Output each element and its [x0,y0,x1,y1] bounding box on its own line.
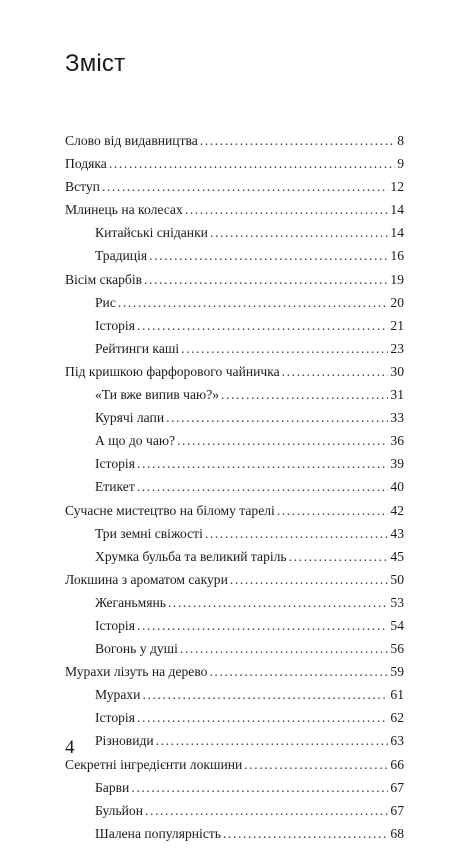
toc-entry-title: Бульйон [95,802,143,818]
toc-entry-title: Історія [95,710,135,726]
toc-entry-page: 50 [390,571,404,587]
toc-entry [65,757,404,780]
toc-subentry [65,687,404,710]
dot-leader [185,202,389,218]
toc-entry-page: 68 [390,825,404,841]
toc-entry-title: Рис [95,294,116,310]
dot-leader [223,826,388,842]
dot-leader [282,364,389,380]
dot-leader [230,572,389,588]
toc-entry-title: Три земні свіжості [95,525,203,541]
dot-leader [210,225,388,241]
dot-leader [137,618,388,634]
dot-leader [289,549,389,565]
toc-entry [65,156,404,179]
toc-subentry [65,803,404,826]
toc-subentry [65,641,404,664]
toc-entry-page: 42 [390,502,404,518]
toc-subentry [65,456,404,479]
toc-entry-title: Історія [95,617,135,633]
dot-leader [137,479,389,495]
dot-leader [144,272,388,288]
dot-leader [166,410,388,426]
toc-subentry [65,733,404,756]
toc-entry-page: 40 [390,479,404,495]
toc-subentry [65,710,404,733]
toc-subentry [65,318,404,341]
toc-entry-title: Історія [95,317,135,333]
toc-entry-title: Під кришкою фарфорового чайничка [65,363,280,379]
toc-entry-title: Слово від видавництва [65,133,198,148]
dot-leader [181,341,388,357]
page-title: Зміст [65,50,126,77]
toc-entry-page: 31 [390,387,404,403]
dot-leader [137,710,388,726]
toc-entry-page: 19 [390,271,404,287]
toc-entry-title: Подяка [65,156,107,172]
toc-entry-page: 23 [390,340,404,356]
dot-leader [102,179,388,195]
toc-entry-title: Сучасне мистецтво на білому тарелі [65,502,275,518]
dot-leader [142,687,388,703]
toc-subentry [65,433,404,456]
toc-entry-page: 12 [390,179,404,195]
toc-subentry [65,341,404,364]
toc-subentry [65,826,404,849]
dot-leader [277,503,389,519]
dot-leader [177,433,388,449]
toc-entry-page: 67 [390,802,404,818]
toc-subentry [65,295,404,318]
toc-entry-page: 21 [390,317,404,333]
toc-entry [65,272,404,295]
toc-entry [65,202,404,225]
toc-entry-title: Барви [95,779,130,795]
toc-entry-page: 53 [390,594,404,610]
toc-subentry [65,248,404,271]
toc-entry-page: 45 [390,548,404,564]
toc-subentry [65,225,404,248]
toc-entry [65,133,404,156]
toc-entry-title: Локшина з ароматом сакури [65,571,228,587]
toc-entry-page: 36 [390,433,404,449]
dot-leader [180,641,388,657]
toc-entry [65,664,404,687]
toc-entry-title: Етикет [95,479,135,495]
toc-entry-page: 54 [390,617,404,633]
dot-leader [221,387,388,403]
toc-entry-page: 66 [390,756,404,772]
toc-subentry [65,595,404,618]
toc-entry-title: Секретні інгредієнти локшини [65,756,243,772]
dot-leader [118,295,389,311]
dot-leader [137,318,388,334]
toc-entry-title: Рейтинги каші [95,340,180,356]
dot-leader [205,526,389,542]
toc-entry-page: 39 [390,456,404,472]
toc-entry-title: Мурахи лізуть на дерево [65,664,208,680]
toc-entry-title: Китайські сніданки [95,225,208,241]
toc-entry-title: Курячі лапи [95,410,165,426]
toc-entry-title: А що до чаю? [95,433,176,449]
toc-entry-title: «Ти вже випив чаю?» [95,387,220,403]
toc-entry-page: 59 [390,664,404,680]
toc-subentry [65,780,404,803]
toc-entry-title: Різновиди [95,733,154,749]
dot-leader [145,803,388,819]
dot-leader [200,133,395,149]
toc-entry-page: 63 [390,733,404,749]
toc-entry-page: 61 [390,687,404,703]
toc-entry-title: Шалена популярність [95,825,221,841]
toc-entry-title: Хрумка бульба та великий таріль [95,548,287,564]
dot-leader [149,248,388,264]
toc-subentry [65,387,404,410]
toc-entry [65,572,404,595]
toc-entry-page: 33 [390,410,404,426]
toc-entry-title: Жеганьмянь [95,594,166,610]
toc-entry-page: 14 [390,202,404,218]
toc-entry [65,503,404,526]
dot-leader [209,664,388,680]
toc-entry-page: 43 [390,525,404,541]
toc-subentry [65,410,404,433]
toc-entry-page: 67 [390,779,404,795]
dot-leader [168,595,388,611]
toc-subentry [65,549,404,572]
dot-leader [109,156,395,172]
toc-entry-page: 30 [390,363,404,379]
table-of-contents [65,133,404,849]
toc-entry-page: 56 [390,641,404,657]
dot-leader [131,780,388,796]
toc-entry-page: 62 [390,710,404,726]
toc-entry [65,179,404,202]
toc-entry-title: Історія [95,456,135,472]
toc-entry-page: 16 [390,248,404,264]
dot-leader [137,456,388,472]
toc-entry-title: Традиція [95,248,148,264]
toc-entry-page: 8 [397,133,404,148]
toc-entry-title: Вісім скарбів [65,271,143,287]
toc-subentry [65,526,404,549]
dot-leader [244,757,388,773]
toc-subentry [65,479,404,502]
toc-entry-title: Млинець на колесах [65,202,183,218]
toc-entry-page: 14 [390,225,404,241]
toc-entry-page: 9 [397,156,404,172]
toc-subentry [65,618,404,641]
toc-entry-title: Вступ [65,179,100,195]
toc-entry-page: 20 [390,294,404,310]
dot-leader [156,733,389,749]
page-number: 4 [65,737,75,758]
toc-entry-title: Вогонь у душі [95,641,178,657]
toc-entry [65,364,404,387]
toc-entry-title: Мурахи [95,687,141,703]
